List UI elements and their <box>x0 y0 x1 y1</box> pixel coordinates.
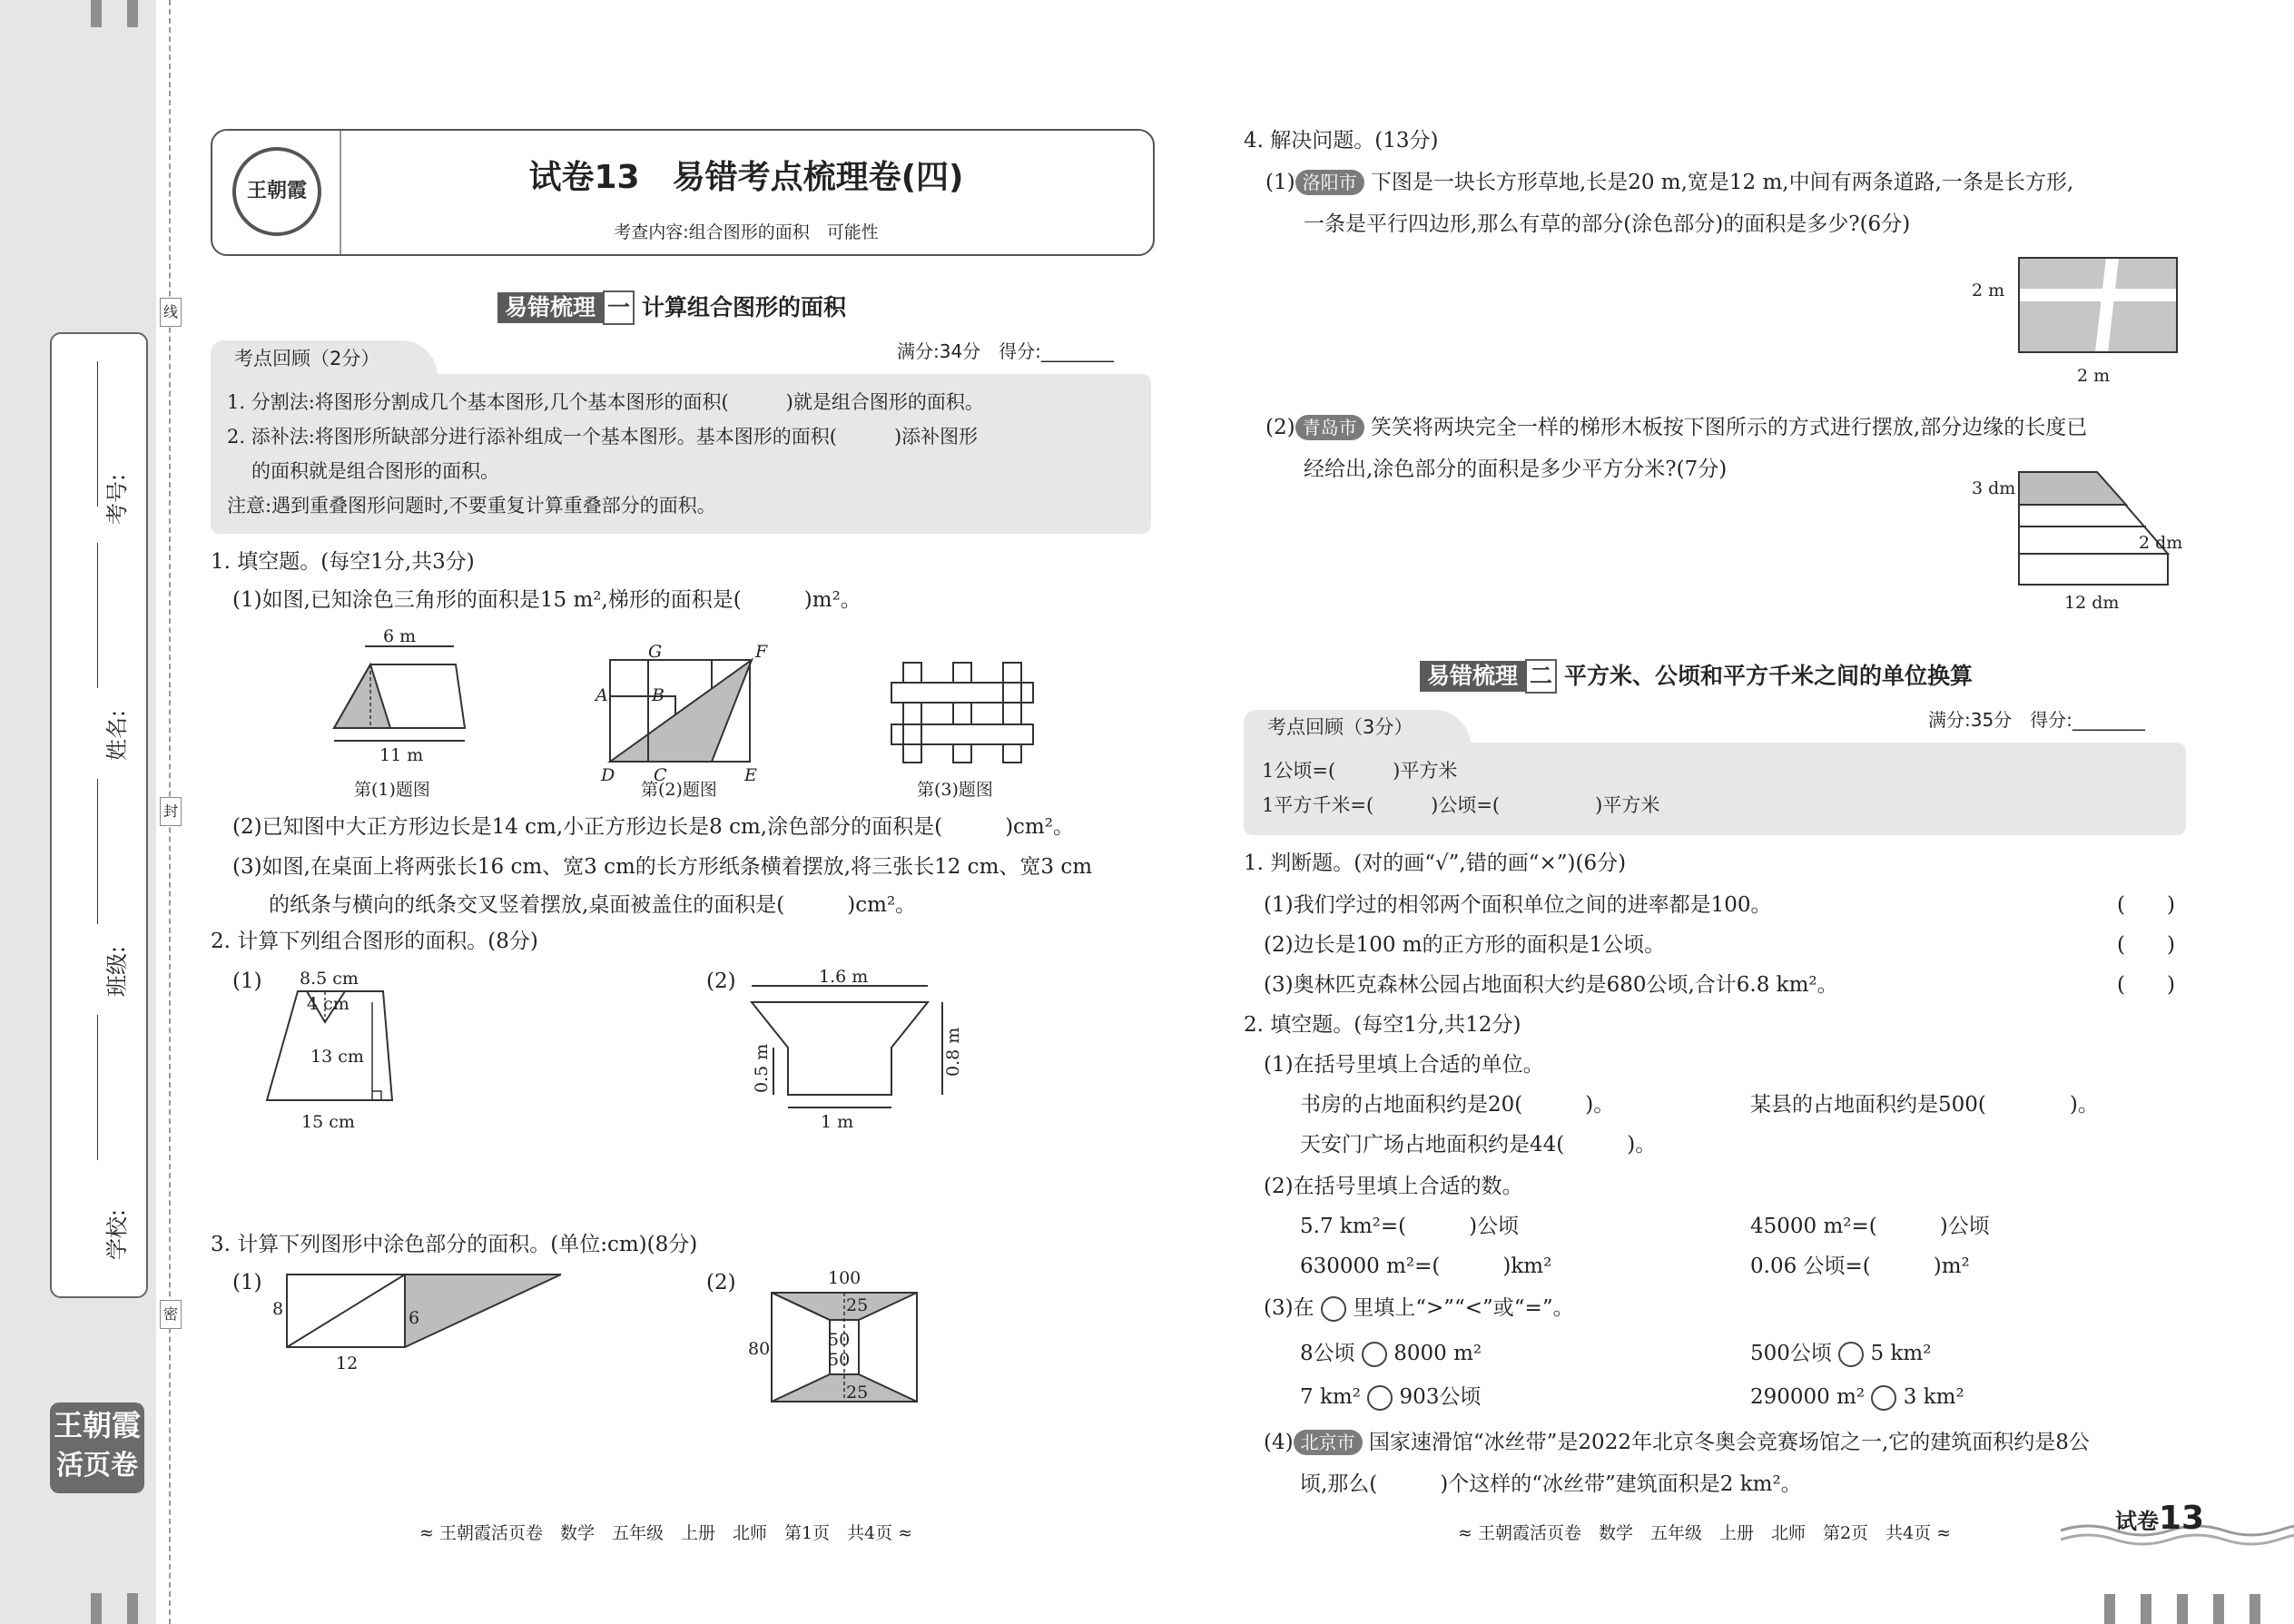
compare-item: 7 km² 903公顷 <box>1300 1385 1482 1409</box>
judge-item: (1)我们学过的相邻两个面积单位之间的进率都是100。 <box>1264 893 1772 917</box>
answer-paren: ( ) <box>2117 973 2175 997</box>
svg-text:C: C <box>654 765 667 785</box>
q1-figures <box>318 626 1117 808</box>
publisher-seal: 王朝霞 <box>232 147 321 236</box>
page-title: 试卷13 易错考点梳理卷(四) <box>528 159 964 196</box>
q4-part1-line2: 一条是平行四边形,那么有草的部分(涂色部分)的面积是多少?(6分) <box>1304 212 1911 236</box>
q2-figure-2 <box>726 966 989 1138</box>
compare-item: 500公顷 5 km² <box>1750 1342 1932 1365</box>
q1-item: (3)如图,在桌面上将两张长16 cm、宽3 cm的长方形纸条横着摆放,将三张长12 cm、宽3 cm <box>232 855 1093 879</box>
answer-paren: ( ) <box>2117 933 2175 957</box>
compare-circle-icon <box>1362 1342 1387 1367</box>
footer-right: ≈ 王朝霞活页卷 数学 五年级 上册 北师 第2页 共4页 ≈ <box>1458 1523 1952 1543</box>
score-line: 满分:35分 得分:________ <box>1928 709 2145 731</box>
binding-mark <box>127 1593 138 1624</box>
q2-fig2-number: (2) <box>706 969 736 993</box>
class-label: 班级: <box>104 945 130 997</box>
review-note: 注意:遇到重叠图形问题时,不要重复计算重叠部分的面积。 <box>227 495 716 517</box>
svg-text:13 cm: 13 cm <box>310 1047 364 1067</box>
q3-title: 3. 计算下列图形中涂色部分的面积。(单位:cm)(8分) <box>211 1233 698 1256</box>
svg-text:2 m: 2 m <box>1972 281 2005 300</box>
q1-item: (1)如图,已知涂色三角形的面积是15 m²,梯形的面积是( )m²。 <box>232 588 861 612</box>
svg-text:12: 12 <box>336 1353 359 1373</box>
judge-item: (2)边长是100 m的正方形的面积是1公顷。 <box>1264 933 1666 957</box>
svg-text:50: 50 <box>828 1350 851 1370</box>
brand-logo: 王朝霞 活页卷 <box>50 1403 144 1493</box>
binding-mark <box>2104 1594 2115 1624</box>
svg-text:0.5 m: 0.5 m <box>752 1043 772 1093</box>
svg-text:80: 80 <box>748 1339 771 1359</box>
svg-text:2 m: 2 m <box>2077 366 2111 386</box>
svg-text:6: 6 <box>409 1308 420 1328</box>
compare-circle-icon <box>1838 1342 1864 1367</box>
svg-text:50: 50 <box>828 1330 851 1350</box>
compare-circle-icon <box>1321 1296 1346 1322</box>
name-label: 姓名: <box>104 709 130 761</box>
svg-text:D: D <box>601 765 615 785</box>
svg-text:100: 100 <box>828 1268 861 1288</box>
q3-fig2-number: (2) <box>706 1271 736 1294</box>
city-tag: 洛阳市 <box>1295 170 1364 195</box>
city-tag: 北京市 <box>1294 1430 1363 1455</box>
fig2-caption: 第(2)题图 <box>641 780 717 800</box>
seal-mark-feng: 封 <box>160 797 182 826</box>
school-label: 学校: <box>104 1208 130 1260</box>
svg-text:A: A <box>596 685 608 705</box>
review-line: 2. 添补法:将图形所缺部分进行添补组成一个基本图形。基本图形的面积( )添补图形 <box>227 426 979 448</box>
q1-item: 的纸条与横向的纸条交叉竖着摆放,桌面被盖住的面积是( )cm²。 <box>269 893 917 917</box>
binding-mark <box>127 0 138 27</box>
binding-mark <box>2250 1594 2260 1624</box>
svg-text:4 cm: 4 cm <box>307 994 350 1014</box>
svg-text:2 dm: 2 dm <box>2139 533 2183 553</box>
review-line: 的面积就是组合图形的面积。 <box>251 460 499 482</box>
exam-content: 考查内容:组合图形的面积 可能性 <box>614 222 879 242</box>
q2-fig1-number: (1) <box>232 969 262 993</box>
fill-item: 某县的占地面积约是500( )。 <box>1750 1093 2099 1117</box>
fill-sub: (2)在括号里填上合适的数。 <box>1264 1175 1523 1198</box>
woven-strips <box>891 663 1033 763</box>
q3-figure-1 <box>265 1265 574 1374</box>
svg-text:8.5 cm: 8.5 cm <box>300 969 359 989</box>
judge-item: (3)奥林匹克森林公园占地面积大约是680公顷,合计6.8 km²。 <box>1264 973 1838 997</box>
q4-part2: (2) 青岛市 笑笑将两块完全一样的梯形木板按下图所示的方式进行摆放,部分边缘的长度已 <box>1265 416 2088 439</box>
student-info-box <box>50 332 148 1298</box>
svg-text:25: 25 <box>846 1295 869 1315</box>
svg-text:F: F <box>755 642 768 662</box>
page-tag: 试卷13 <box>2061 1498 2294 1552</box>
shaded-region <box>610 660 752 762</box>
svg-text:15 cm: 15 cm <box>301 1112 355 1132</box>
fill-item: 5.7 km²=( )公顷 <box>1300 1215 1520 1238</box>
q1-item: (2)已知图中大正方形边长是14 cm,小正方形边长是8 cm,涂色部分的面积是( )cm²。 <box>232 815 1074 839</box>
review-label: 考点回顾（2分） <box>234 348 380 369</box>
fig1-caption: 第(1)题图 <box>354 780 430 800</box>
q4-title: 4. 解决问题。(13分) <box>1244 129 1439 153</box>
svg-text:3 dm: 3 dm <box>1972 478 2016 498</box>
q2-figure-1 <box>263 966 409 1135</box>
fill-sub: (3)在 里填上“>”“<”或“=”。 <box>1264 1296 1574 1320</box>
header-box <box>211 129 1155 256</box>
fill-sub: (4) 北京市 国家速滑馆“冰丝带”是2022年北京冬奥会竞赛场馆之一,它的建筑面积约是8公 <box>1264 1431 2090 1454</box>
seal-mark-xian: 线 <box>160 298 182 327</box>
q3-fig1-number: (1) <box>232 1271 262 1294</box>
binding-mark <box>91 1593 102 1624</box>
q4-part1: (1) 洛阳市 下图是一块长方形草地,长是20 m,宽是12 m,中间有两条道路,一条是长方形, <box>1265 171 2074 194</box>
compare-item: 290000 m² 3 km² <box>1750 1385 1964 1409</box>
review-label: 考点回顾（3分） <box>1267 716 1413 738</box>
review-line: 1平方千米=( )公顷=( )平方米 <box>1262 794 1660 816</box>
binding-mark <box>2213 1594 2224 1624</box>
svg-text:G: G <box>648 642 663 662</box>
binding-mark <box>91 0 102 27</box>
fill-item: 顷,那么( )个这样的“冰丝带”建筑面积是2 km²。 <box>1300 1472 1802 1496</box>
svg-text:0.8 m: 0.8 m <box>943 1027 963 1077</box>
fig1-bottom-label: 11 m <box>379 745 424 765</box>
exam-number-label: 考号: <box>104 473 130 525</box>
svg-text:1 m: 1 m <box>821 1112 854 1132</box>
svg-text:25: 25 <box>846 1383 869 1403</box>
q4-part2-line2: 经给出,涂色部分的面积是多少平方分米?(7分) <box>1304 458 1728 481</box>
fill-item: 天安门广场占地面积约是44( )。 <box>1300 1133 1657 1156</box>
city-tag: 青岛市 <box>1295 415 1364 440</box>
compare-item: 8公顷 8000 m² <box>1300 1342 1482 1365</box>
svg-text:12 dm: 12 dm <box>2064 593 2120 613</box>
seal-mark-mi: 密 <box>160 1300 182 1329</box>
binding-mark <box>2141 1594 2151 1624</box>
svg-text:E: E <box>744 765 757 785</box>
trapezoid-board-figure <box>1970 468 2188 615</box>
svg-text:B: B <box>652 685 665 705</box>
compare-circle-icon <box>1367 1385 1393 1411</box>
fill-item: 0.06 公顷=( )m² <box>1750 1255 1970 1278</box>
fill-item: 630000 m²=( )km² <box>1300 1255 1552 1278</box>
lawn-figure <box>1970 251 2188 387</box>
fill-sub: (1)在括号里填上合适的单位。 <box>1264 1053 1544 1077</box>
answer-paren: ( ) <box>2117 893 2175 917</box>
fill-item: 45000 m²=( )公顷 <box>1750 1215 1990 1238</box>
fill-item: 书房的占地面积约是20( )。 <box>1300 1093 1615 1117</box>
section1-heading: 易错梳理 一 计算组合图形的面积 <box>497 290 846 325</box>
q1-title: 1. 填空题。(每空1分,共3分) <box>211 550 475 574</box>
fill-title: 2. 填空题。(每空1分,共12分) <box>1244 1013 1521 1037</box>
q3-figure-2 <box>744 1264 944 1409</box>
shaded-triangle <box>334 664 390 728</box>
svg-text:1.6 m: 1.6 m <box>819 967 869 987</box>
compare-circle-icon <box>1871 1385 1896 1411</box>
fig3-caption: 第(3)题图 <box>917 780 993 800</box>
score-line: 满分:34分 得分:________ <box>897 340 1114 362</box>
review-line: 1公顷=( )平方米 <box>1262 760 1458 782</box>
q2-title: 2. 计算下列组合图形的面积。(8分) <box>211 930 538 953</box>
judge-title: 1. 判断题。(对的画“√”,错的画“×”)(6分) <box>1244 851 1627 875</box>
section2-heading: 易错梳理 二 平方米、公顷和平方千米之间的单位换算 <box>1420 659 1973 694</box>
review-line: 1. 分割法:将图形分割成几个基本图形,几个基本图形的面积( )就是组合图形的面积。 <box>227 391 984 413</box>
svg-text:8: 8 <box>272 1299 284 1319</box>
footer-left: ≈ 王朝霞活页卷 数学 五年级 上册 北师 第1页 共4页 ≈ <box>419 1523 913 1543</box>
binding-mark <box>2177 1594 2188 1624</box>
fig1-top-label: 6 m <box>383 626 417 646</box>
